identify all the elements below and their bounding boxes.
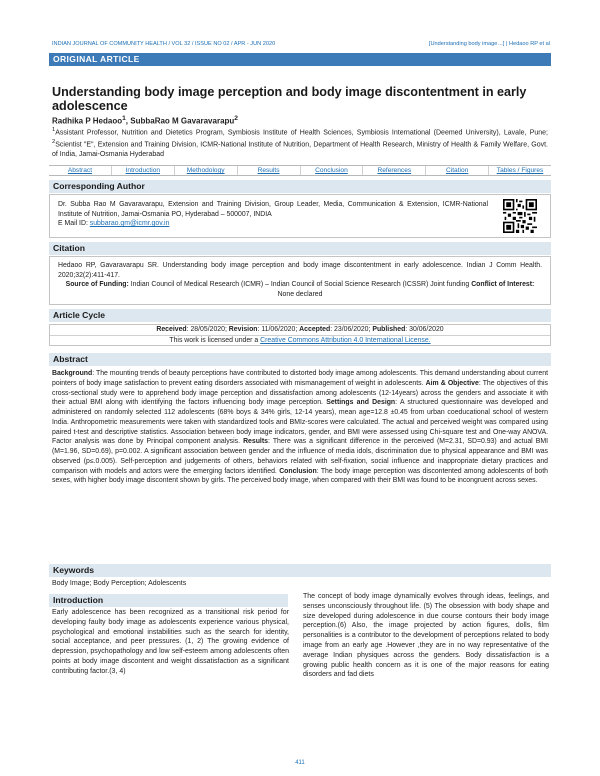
nav-citation[interactable]: Citation bbox=[426, 166, 489, 175]
received-label: Received bbox=[156, 326, 187, 333]
conflict-text: None declared bbox=[277, 291, 323, 299]
published-label: Published bbox=[372, 326, 406, 333]
nav-conclusion[interactable]: Conclusion bbox=[301, 166, 364, 175]
abstract-body bbox=[52, 369, 548, 486]
aim-label: Aim & Objective bbox=[425, 379, 479, 387]
author-2-sup: 2 bbox=[234, 115, 238, 122]
author-separator: , bbox=[125, 116, 131, 126]
introduction-right-column: The concept of body image dynamically evolves through ideas, feelings, and senses unconsciously throughout life. (5) The obsession with body shape and size developed during adolescence in due course contours their body image perception.(6) Also, the image projected by action figures, dolls, film personalities is a contributor to the development of perceptions related to body image from an early age .However ,they are in no way representative of the average Indian physiques across the genders. Body dissatisfaction is a growing public health concern as it is one of the major reasons for eating disorders and fad diets bbox=[303, 593, 549, 679]
citation-box bbox=[49, 256, 551, 305]
conclusion-label: Conclusion bbox=[279, 467, 317, 475]
citation-heading: Citation bbox=[49, 242, 551, 255]
journal-name: INDIAN JOURNAL OF COMMUNITY HEALTH / VOL 32 / ISSUE NO 02 / APR - JUN 2020 bbox=[52, 41, 276, 47]
page-number: 411 bbox=[295, 760, 305, 766]
article-title: Understanding body image perception and body image discontentment in early adolescence bbox=[52, 85, 527, 113]
settings-text: : A structured questionnaire was developed and administered on randomly selected 112 adolescents (68% boys & 34% girls, 12-14 years), mean age=12.8 ±0.45 from urban coeducational school of western India. Anthropometric measurements were taken with standardized tools and BMIz-scores were calculated. The actual and perceived weight was compared using paired t-test and descriptive statistics. Association between body image indicators, gender, and BMI were assessed using Chi-square test and One-way ANOVA. Factor analysis was done by Principal component analysis. bbox=[52, 399, 548, 446]
journal-header bbox=[52, 41, 550, 47]
introduction-heading: Introduction bbox=[49, 594, 288, 607]
conclusion-text: : The body image perception was discontented among adolescents of both sexes, with higher body image discontent shown by girls. The perceived body image, when compared with their BMI was found to be incongruent across sexes. bbox=[52, 467, 549, 485]
affil-1-text: Assistant Professor, Nutrition and Dietetics Program, Symbiosis Institute of Health Sciences, Symbiosis International (Deemed University), Lavale, Pune; bbox=[55, 129, 548, 137]
email-link[interactable]: subbarao.gm@icmr.gov.in bbox=[89, 220, 170, 228]
abstract-heading: Abstract bbox=[49, 353, 551, 366]
author-2: SubbaRao M Gavaravarapu bbox=[130, 116, 235, 126]
revision-date: : 11/06/2020; bbox=[257, 326, 300, 333]
article-dates-row bbox=[50, 325, 550, 336]
affiliations bbox=[52, 126, 548, 160]
author-line bbox=[52, 115, 238, 126]
running-title: [Understanding body image…] | Hedaoo RP et al bbox=[428, 41, 550, 47]
background-text: : The mounting trends of beauty perceptions have contributed to distorted body image among adolescents. This demand understanding about current pointers of body image satisfaction to prevent eating disorders associated with mismanagement of weight in adolescents. bbox=[52, 370, 548, 387]
results-text: : There was a significant difference in the perceived (M=2.31, SD=0.93) and actual BMI (M=1.96, SD=0.69), p=0.002. A significant association between gender and the influence of media idols, discrimination due to physical appearance and BMI was observed (p≤.0.005). Self-perception and judgements of others, behaviors related with self-fixation, social influence and inappropriate dietary practices and comparison with models and actors were the emerging factors identified. bbox=[52, 438, 548, 475]
affil-1-sup: 1 bbox=[52, 127, 56, 133]
corresponding-author-heading: Corresponding Author bbox=[49, 180, 551, 193]
qr-code-icon bbox=[503, 199, 537, 233]
affil-2-text: Scientist "E", Extension and Training Division, ICMR-National Institute of Nutrition, Department of Health Research, Ministry of Health & Family Welfare, Govt. of India, Jamai-Osmania Hyderabad bbox=[52, 141, 548, 159]
nav-results[interactable]: Results bbox=[238, 166, 301, 175]
corresponding-author-text: Dr. Subba Rao M Gavaravarapu, Extension and Training Division, Group Leader, Media, Communication & Extension, ICMR-National Institute of Nutrition, Jamai-Osmania PO, Hyderabad – 500007, INDIA bbox=[58, 201, 488, 218]
funding-line bbox=[58, 280, 542, 299]
nav-references[interactable]: References bbox=[363, 166, 426, 175]
revision-label: Revision bbox=[228, 326, 258, 333]
citation-text: Hedaoo RP, Gavaravarapu SR. Understanding body image perception and body image discontentment in early adolescence. Indian J Comm Health. 2020;32(2):411-417. bbox=[58, 262, 542, 279]
published-date: : 30/06/2020 bbox=[405, 326, 444, 333]
keywords-text: Body Image; Body Perception; Adolescents bbox=[52, 580, 187, 587]
article-cycle-box bbox=[49, 324, 551, 346]
nav-introduction[interactable]: Introduction bbox=[112, 166, 175, 175]
results-label: Results bbox=[243, 438, 268, 446]
license-row bbox=[50, 336, 550, 346]
accepted-date: : 23/06/2020; bbox=[330, 326, 373, 333]
funding-label: Source of Funding: bbox=[65, 281, 131, 289]
article-cycle-heading: Article Cycle bbox=[49, 309, 551, 322]
author-1-sup: 1 bbox=[122, 115, 126, 122]
email-label: E Mail ID: bbox=[58, 220, 90, 228]
license-prefix: This work is licensed under a bbox=[169, 337, 261, 344]
aim-text: : The objectives of this cross-sectional study were to apprehend body image perception and dissatisfaction among adolescents (12-14years) across the genders and associate it with their actual BMI along with identifying the factors influencing body image perception. bbox=[52, 379, 548, 407]
license-link[interactable]: Creative Commons Attribution 4.0 International License. bbox=[260, 337, 431, 344]
corresponding-author-details bbox=[58, 200, 488, 229]
citation-content bbox=[50, 257, 550, 304]
nav-tables-figures[interactable]: Tables / Figures bbox=[496, 167, 544, 174]
settings-label: Settings and Design bbox=[326, 399, 396, 407]
accepted-label: Accepted bbox=[299, 326, 331, 333]
nav-methodology[interactable]: Methodology bbox=[175, 166, 238, 175]
nav-abstract[interactable]: Abstract bbox=[49, 166, 112, 175]
funding-text: Indian Council of Medical Research (ICMR) – Indian Council of Social Science Research (ICSSR) Joint funding bbox=[130, 281, 472, 289]
introduction-left-column: Early adolescence has been recognized as a transitional risk period for developing faulty body image as adolescents experience various physical, psychological and emotional instabilities such as the search for identity, social acceptance, and peer pressures. (1, 2) The growing evidence of depression, psychopathology and low self-esteem among adolescents often points at body image discontent and weight dissatisfaction as a significant contributing factor.(3, 4) bbox=[52, 609, 289, 675]
received-date: : 28/05/2020; bbox=[186, 326, 229, 333]
article-type-bar: ORIGINAL ARTICLE bbox=[49, 53, 551, 66]
corresponding-author-box bbox=[49, 194, 551, 238]
affil-2-sup: 2 bbox=[52, 139, 56, 146]
background-label: Background bbox=[52, 370, 93, 377]
conflict-label: Conflict of Interest: bbox=[471, 281, 535, 289]
author-1: Radhika P Hedaoo bbox=[52, 116, 123, 126]
section-navigation bbox=[49, 165, 551, 176]
keywords-heading: Keywords bbox=[49, 564, 551, 577]
